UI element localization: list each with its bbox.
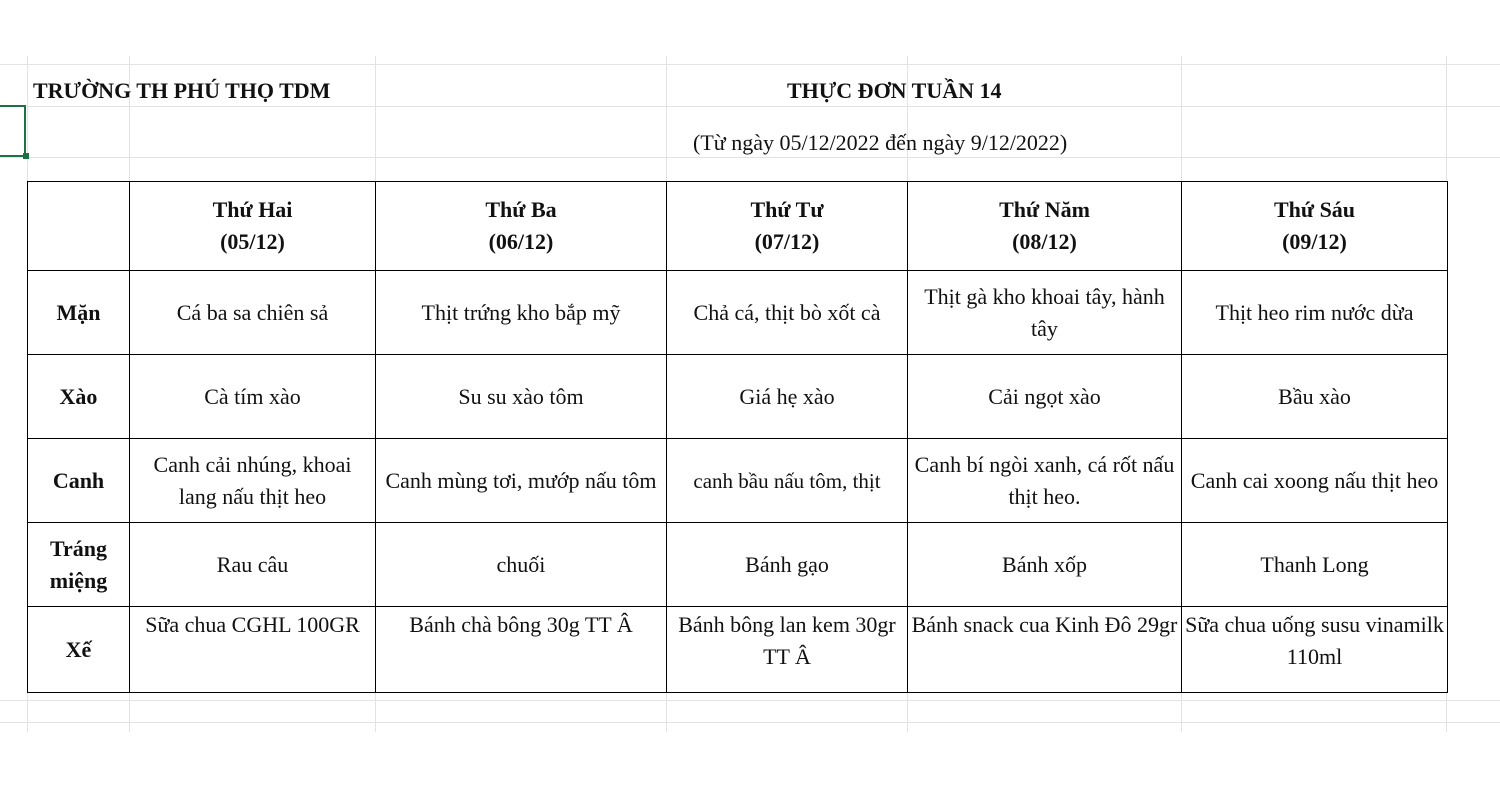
- day-name: Thứ Hai: [212, 197, 293, 222]
- page-title: THỰC ĐƠN TUẦN 14: [787, 78, 1002, 103]
- table-row: [28, 271, 1448, 355]
- meal-label[interactable]: Canh: [28, 439, 130, 523]
- menu-cell[interactable]: Sữa chua CGHL 100GR: [130, 607, 376, 693]
- menu-cell[interactable]: chuối: [376, 523, 667, 607]
- table-header-row: [28, 182, 1448, 271]
- menu-cell[interactable]: Bánh snack cua Kinh Đô 29gr: [908, 607, 1182, 693]
- menu-cell[interactable]: Cải ngọt xào: [908, 355, 1182, 439]
- menu-cell[interactable]: Giá hẹ xào: [667, 355, 908, 439]
- menu-cell[interactable]: Bánh gạo: [667, 523, 908, 607]
- fill-handle[interactable]: [23, 153, 29, 159]
- day-name: Thứ Tư: [750, 197, 824, 222]
- active-cell-selection[interactable]: [0, 105, 26, 157]
- menu-cell[interactable]: Cá ba sa chiên sả: [130, 271, 376, 355]
- gridline: [0, 700, 1500, 701]
- table-row: [28, 523, 1448, 607]
- menu-cell[interactable]: Canh cải nhúng, khoai lang nấu thịt heo: [130, 439, 376, 523]
- menu-cell[interactable]: Sữa chua uống susu vinamilk 110ml: [1182, 607, 1448, 693]
- corner-cell[interactable]: [28, 182, 130, 271]
- table-row: [28, 607, 1448, 693]
- day-name: Thứ Năm: [999, 197, 1090, 222]
- menu-cell[interactable]: Rau câu: [130, 523, 376, 607]
- menu-cell[interactable]: Cà tím xào: [130, 355, 376, 439]
- menu-cell[interactable]: Chả cá, thịt bò xốt cà: [667, 271, 908, 355]
- day-date: (05/12): [220, 229, 285, 254]
- gridline: [0, 64, 1500, 65]
- menu-cell[interactable]: Canh bí ngòi xanh, cá rốt nấu thịt heo.: [908, 439, 1182, 523]
- school-name: TRƯỜNG TH PHÚ THỌ TDM: [33, 78, 331, 103]
- meal-label[interactable]: Xào: [28, 355, 130, 439]
- day-date: (08/12): [1012, 229, 1077, 254]
- menu-cell[interactable]: Canh cai xoong nấu thịt heo: [1182, 439, 1448, 523]
- day-header[interactable]: [1182, 182, 1448, 271]
- table-row: [28, 355, 1448, 439]
- day-header[interactable]: [908, 182, 1182, 271]
- gridline: [0, 106, 1500, 107]
- menu-cell[interactable]: Bánh bông lan kem 30gr TT Â: [667, 607, 908, 693]
- day-header[interactable]: [130, 182, 376, 271]
- menu-cell[interactable]: Thịt trứng kho bắp mỹ: [376, 271, 667, 355]
- menu-cell[interactable]: Thịt heo rim nước dừa: [1182, 271, 1448, 355]
- menu-cell[interactable]: Thịt gà kho khoai tây, hành tây: [908, 271, 1182, 355]
- menu-cell[interactable]: Bầu xào: [1182, 355, 1448, 439]
- table-row: [28, 439, 1448, 523]
- gridline: [0, 157, 1500, 158]
- day-header[interactable]: [667, 182, 908, 271]
- menu-cell[interactable]: Thanh Long: [1182, 523, 1448, 607]
- meal-label[interactable]: Mặn: [28, 271, 130, 355]
- day-date: (09/12): [1282, 229, 1347, 254]
- day-date: (07/12): [754, 229, 820, 254]
- day-date: (06/12): [488, 229, 554, 254]
- menu-cell[interactable]: Su su xào tôm: [376, 355, 667, 439]
- day-name: Thứ Ba: [485, 197, 557, 222]
- day-name: Thứ Sáu: [1273, 197, 1356, 222]
- day-header[interactable]: [376, 182, 667, 271]
- gridline: [0, 722, 1500, 723]
- menu-cell[interactable]: canh bầu nấu tôm, thịt: [667, 439, 908, 523]
- menu-cell[interactable]: Bánh chà bông 30g TT Â: [376, 607, 667, 693]
- menu-cell[interactable]: Canh mùng tơi, mướp nấu tôm: [376, 439, 667, 523]
- meal-label[interactable]: Xế: [28, 607, 130, 693]
- meal-label[interactable]: Tráng miệng: [28, 523, 130, 607]
- date-range: (Từ ngày 05/12/2022 đến ngày 9/12/2022): [693, 130, 1068, 155]
- menu-table: [27, 181, 1448, 693]
- menu-cell[interactable]: Bánh xốp: [908, 523, 1182, 607]
